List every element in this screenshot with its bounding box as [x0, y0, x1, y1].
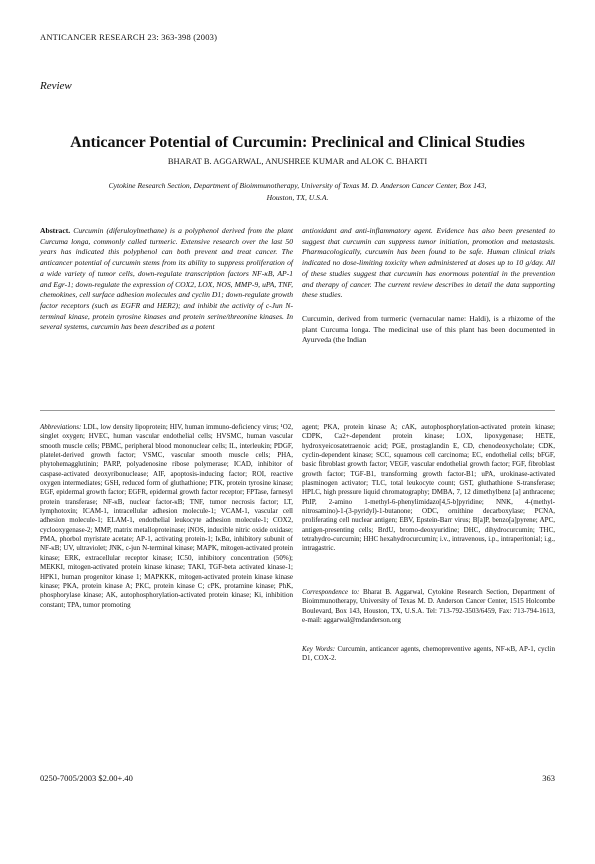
abstract-column-left [40, 226, 293, 333]
abstract-text-left: Curcumin (diferuloylmethane) is a polyphenol derived from the plant Curcuma longa, commonly called turmeric. Extensive research over the last 50 years has indicated this polyphenol can both prevent and treat cancer. The anticancer potential of curcumin stems from its ability to suppress proliferation of a wide variety of tumor cells, down-regulate transcription factors NF-κB, AP-1 and Egr-1; down-regulate the expression of COX2, LOX, NOS, MMP-9, uPA, TNF, chemokines, cell surface adhesion molecules and cyclin D1; down-regulate growth factor receptors (such as EGFR and HER2); and inhibit the activity of c-Jun N-terminal kinase, protein tyrosine kinases and protein serine/threonine kinases. In several systems, curcumin has been described as a potent [40, 226, 293, 332]
article-title: Anticancer Potential of Curcumin: Preclinical and Clinical Studies [70, 134, 525, 151]
abbreviations-column-left [40, 423, 293, 610]
author-list: BHARAT B. AGGARWAL, ANUSHREE KUMAR and ALOK C. BHARTI [167, 156, 428, 166]
abstract-label: Abstract. [40, 226, 71, 235]
introduction-paragraph: Curcumin, derived from turmeric (vernacular name: Haldi), is a rhizome of the plant Curcuma longa. The medicinal use of this plant has been documented in Ayurveda (the Indian [302, 314, 555, 345]
correspondence-note [302, 588, 555, 625]
author-affiliation: Cytokine Research Section, Department of Bioimmunotherapy, University of Texas M. D. Anderson Cancer Center, Box 143, Houston, TX, U.S.A. [108, 181, 487, 202]
section-label: Review [40, 80, 72, 92]
abstract-column-right: antioxidant and anti-inflammatory agent. Evidence has also been presented to suggest that curcumin can suppress tumor initiation, promotion and metastasis. Pharmacologically, curcumin has been found to be safe. Human clinical trials indicated no dose-limiting toxicity when administered at doses up to 10 g/day. All of these studies suggest that curcumin has enormous potential in the prevention and therapy of cancer. The current review describes in detail the data supporting these studies. [302, 226, 555, 300]
abbreviations-text-left: LDL, low density lipoprotein; HIV, human immuno-deficiency virus; ¹O2, singlet oxygen; HVEC, human vascular endothelial cells; HVSMC, human vascular smooth muscle cells; PBMC, peripheral blood mononuclear cells; IL, interleukin; PDGF, platelet-derived growth factor; VSMC, vascular smooth muscle cells; PHA, phytohemagglutinin; PARP, polyadenosine ribose polymerase; ICAD, inhibitor of caspase-activated deoxyribonuclease; AIF, apoptosis-inducing factor; ROI, reactive oxygen intermediates; GSH, reduced form of gluthathione; PTK, protein tyrosine kinase; EGF, epidermal growth factor; EGFR, epidermal growth factor receptor; FPTase, farnesyl protein transferase; NF-κB, nuclear factor-κB; TNF, tumor necrosis factor; LT, lymphotoxin; ICAM-1, intracellular adhesion molecule-1; VCAM-1, vascular cell adhesion molecule-1; ELAM-1, endothelial leukocyte adhesion molecule-1; COX2, cyclooxygenase-2; MMP, matrix metalloproteinase; iNOS, inducible nitric oxide oxidase; PMA, phorbol myristate acetate; AP-1, activating protein-1; IκBα, inhibitory subunit of NF-κB; UV, ultraviolet; JNK, c-jun N-terminal kinase; MAPK, mitogen-activated protein kinase; ERK, extracellular receptor kinase; IC50, inhibitory concentration (50%); MEKKI, mitogen-activated protein kinase kinase; TAKI, TGF-beta activated kinase-1; HPK1, human progenitor kinase 1; MAPKKK, mitogen-activated protein kinase kinase kinase; PKA, protein kinase A; PKC, protein kinase C; cPK, protamine kinase; PhK, phosphorylase kinase; AK, autophosphorylation-activated protein kinase; Ki, inhibition constant; TPA, tumor promoting [40, 423, 293, 609]
abbreviations-column-right: agent; PKA, protein kinase A; cAK, autophosphorylation-activated protein kinase; CDPK, Ca2+-dependent protein kinase; LOX, lipoxygenase; HETE, hydroxyeicosatetraenoic acid; PGE, prostaglandin E, CD, chenodeoxycholate; CDK, cyclin-dependent kinase; SCC, squamous cell carcinoma; EC, endothelial cells; bFGF, basic fibroblast growth factor; VEGF, vascular endothelial growth factor; FGF, fibroblast growth factor; TGF-B1, transforming growth factor-B1; uPA, urokinase-activated plasminogen activator; TLC, total leukocyte count; GST, gluthathione S-transferase; HPLC, high pressure liquid chromatography; DMBA, 7, 12 dimethylbenz [a] anthracene; PhIP, 2-amino 1-methyl-6-phenylimidazo[4,5-b]pyridine; NNK, 4-(methyl-nitrosamino)-1-(3-pyridyl)-1-butanone; ODC, ornithine decarboxylase; PCNA, proliferating cell nuclear antigen; EBV, Epstein-Barr virus; B[a]P, benzo[a]pyrene; APC, antigen-presenting cells; BrdU, bromo-deoxyuridine; DHC, dihydrocurcumin; THC, tetrahydro-curcumin; HHC hexahydrocurcumin; i.v., intravenous, i.p., intraperitonial; i.g., intragastric. [302, 423, 555, 553]
keywords-text: Curcumin, anticancer agents, chemopreventive agents, NF-κB, AP-1, cyclin D1, COX-2. [302, 645, 555, 663]
correspondence-text: Bharat B. Aggarwal, Cytokine Research Section, Department of Bioimmunotherapy, University of Texas M. D. Anderson Cancer Center, 1515 Holcombe Boulevard, Box 143, Houston, TX, U.S.A. Tel: 713-792-3503/6459, Fax: 713-794-1613, e-mail: aggarwal@mdanderson.org [302, 588, 556, 625]
keywords-label: Key Words: [302, 645, 336, 653]
issn-price-line: 0250-7005/2003 $2.00+.40 [40, 773, 133, 783]
keywords-note [302, 645, 555, 664]
correspondence-label: Correspondence to: [302, 588, 360, 596]
journal-citation: ANTICANCER RESEARCH 23: 363-398 (2003) [40, 32, 218, 42]
footnote-divider [40, 410, 555, 411]
abbreviations-label: Abbreviations: [40, 423, 82, 431]
page-number: 363 [542, 773, 555, 783]
